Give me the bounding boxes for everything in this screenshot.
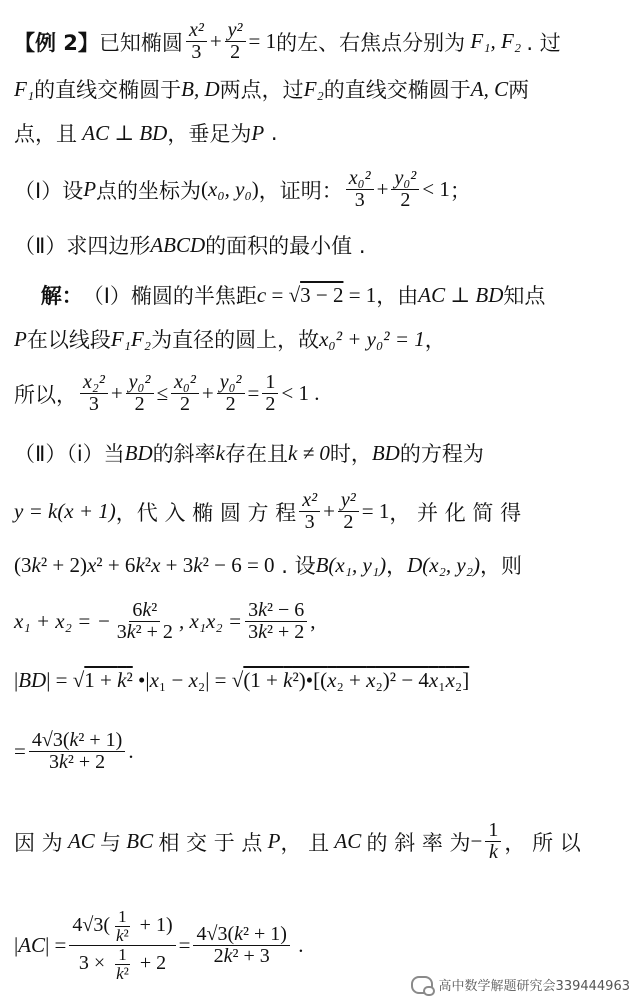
watermark [411,975,630,994]
text-line-9: （Ⅱ）（ⅰ）当 BD 的斜率 k 存在且 k ≠ 0 时， BD 的方程为 [14,440,484,466]
fraction: $\frac{\text{x₂²}}{3}$ [80,372,108,415]
fraction: 4√3( $\frac{1}{\text{k²}}$ + 1) 3 × $\frac{1}{\text{k²}}$ + 2 [69,908,175,982]
fraction: $\frac{\text{6k²}}{\text{3k² + 2}}$ [116,599,173,643]
fraction: $\frac{\text{x²}}{3}$ [299,490,320,533]
text-line-7: P 在以线段 F₁F₂ 为直径的圆上，故 x₀² + y₀² = 1 ， [14,326,446,352]
fraction: $\frac{\text{4√3(k² + 1)}}{\text{3k² + 2}}$ [29,730,125,773]
text-line-8: 所以， $\frac{\text{x₂²}}{3}$ + $\frac{\text{y₀²}}{2}$ ≤ $\frac{\text{x₀²}}{2}$ + $\frac{\text{y₀²}}{2}$ = $\frac{1}{2}$ < 1 . [14,371,320,415]
fraction: $\frac{\text{x²}}{3}$ [186,20,207,63]
text-line-12: x₁ + x₂ = − $\frac{\text{6k²}}{\text{3k² + 2}}$ , x₁x₂ = $\frac{\text{3k² − 6}}{\text{3k² + 2}}$ , [14,599,316,643]
text-line-14: = $\frac{\text{4√3(k² + 1)}}{\text{3k² + 2}}$ . [14,729,134,773]
watermark-text: 高中数学解题研究会339444963 [438,979,630,994]
fraction: $\frac{\text{y₀²}}{2}$ [126,372,154,415]
text-line-3: 点，且 AC ⊥ BD ，垂足为 P . [14,120,278,146]
text-line-5: （Ⅱ）求四边形 ABCD 的面积的最小值 . [14,232,366,258]
fraction: $\frac{1}{2}$ [262,372,278,415]
text-line-2: F₁ 的直线交椭圆于 B, D 两点，过 F₂ 的直线交椭圆于 A, C 两 [14,76,530,102]
wechat-icon [411,976,433,994]
text-line-16: |AC| = 4√3( $\frac{1}{\text{k²}}$ + 1) 3 × $\frac{1}{\text{k²}}$ + 2 = $\frac{\text{4√3(k² + 1)}}{\text{2k² + 3}}$ . [14,907,304,983]
text-line-15: 因 为 AC 与 BC 相 交 于 点 P ， 且 AC 的 斜 率 为 − $\frac{1}{k}$ ， 所 以 [14,819,581,863]
fraction: $\frac{\text{y²}}{2}$ [338,490,359,533]
text-line-4: （Ⅰ）设 P 点的坐标为 ( x₀, y₀ ) ，证明： $\frac{\text{x₀²}}{3}$ + $\frac{\text{y₀²}}{2}$ < 1 ； [14,167,471,211]
fraction: $\frac{\text{3k² − 6}}{\text{3k² + 2}}$ [245,600,307,643]
text-line-10: y = k(x + 1) ，代 入 椭 圆 方 程 $\frac{\text{x²}}{3}$ + $\frac{\text{y²}}{2}$ = 1 ， 并 化 简 得 [14,489,522,533]
text-line-6: 解： （Ⅰ）椭圆的半焦距 c = √3 − 2 = 1 ，由 AC ⊥ BD 知点 [40,282,546,308]
fraction: $\frac{\text{4√3(k² + 1)}}{\text{2k² + 3}}$ [193,924,289,967]
fraction: $\frac{\text{x₀²}}{2}$ [171,372,199,415]
fraction: $\frac{\text{y₀²}}{2}$ [217,372,245,415]
fraction: $\frac{\text{x₀²}}{3}$ [346,168,374,211]
text-line-1: 【例 2】 已知椭圆 $\frac{\text{x²}}{3}$ + $\frac{\text{y²}}{2}$ = 1 的左、右焦点分别为 F₁, F₂ . 过 [14,19,561,63]
fraction: $\frac{\text{y₀²}}{2}$ [391,168,419,211]
fraction: $\frac{1}{k}$ [485,820,501,863]
text-line-13: |BD| = √1 + k² •|x₁ − x₂| = √(1 + k²)•[(x₂ + x₂)² − 4x₁x₂] [14,668,470,692]
text-line-11: (3k² + 2)x² + 6k²x + 3k² − 6 = 0 . 设 B(x₁, y₁) ， D(x₂, y₂) ，则 [14,552,523,578]
fraction: $\frac{\text{y²}}{2}$ [225,20,246,63]
